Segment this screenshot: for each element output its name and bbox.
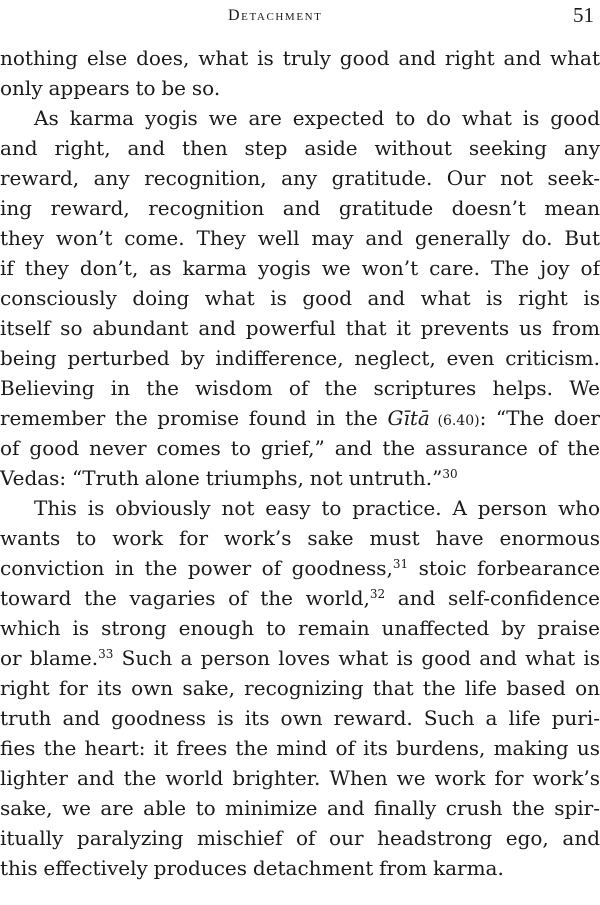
footnote-marker: 31 [392, 557, 409, 571]
text-line [0, 583, 600, 613]
paragraph [0, 493, 600, 883]
text-line: As karma yogis we are expected to do what is good [34, 106, 600, 130]
footnote-marker: 30 [442, 467, 458, 481]
work-title: Gītā [387, 406, 430, 430]
text-run: : “The doer [479, 406, 600, 430]
text-line: and right, and then step aside without seeking any [0, 136, 600, 160]
text-run: conviction in the power of goodness, [0, 556, 393, 580]
body-text [0, 43, 600, 883]
text-line: if they don’t, as karma yogis we won’t care. The joy of [0, 256, 600, 280]
text-line [0, 403, 600, 433]
text-line: sake, we are able to minimize and finally crush the spir- [0, 796, 600, 820]
running-title: Detachment [228, 7, 323, 24]
text-line: being perturbed by indifference, neglect, even criticism. [0, 346, 600, 370]
text-line: this effectively produces detachment from karma. [0, 856, 504, 880]
paragraph [0, 43, 600, 103]
text-run: remember the promise found in the [0, 406, 388, 430]
text-line: they won’t come. They well may and generally do. But [0, 226, 600, 250]
text-line: consciously doing what is good and what is right is [0, 286, 600, 310]
text-run: toward the vagaries of the world, [0, 586, 370, 610]
page-number: 51 [573, 3, 594, 27]
text-line: lighter and the world brighter. When we work for work’s [0, 766, 600, 790]
citation: (6.40) [429, 413, 480, 429]
text-line [0, 463, 600, 493]
paragraph [0, 103, 600, 493]
text-line: itself so abundant and powerful that it prevents us from [0, 316, 600, 340]
text-line: Believing in the wisdom of the scriptures helps. We [0, 376, 600, 400]
text-run: Vedas: “Truth alone triumphs, not untruth.” [0, 466, 443, 490]
text-line: only appears to be so. [0, 76, 221, 100]
text-run: or blame. [0, 646, 99, 670]
running-header [0, 3, 600, 29]
text-line: truth and goodness is its own reward. Such a life puri- [0, 706, 600, 730]
text-line: wants to work for work’s sake must have enormous [0, 526, 600, 550]
text-line: which is strong enough to remain unaffected by praise [0, 616, 600, 640]
text-run: Such a person loves what is good and what is [113, 646, 600, 670]
footnote-marker: 33 [98, 647, 114, 661]
text-run: and self-confidence [385, 586, 600, 610]
text-line: This is obviously not easy to practice. A person who [34, 496, 600, 520]
footnote-marker: 32 [369, 587, 386, 601]
text-line: itually paralyzing mischief of our headstrong ego, and [0, 826, 600, 850]
text-line: ing reward, recognition and gratitude doesn’t mean [0, 196, 600, 220]
text-line: nothing else does, what is truly good and right and what [0, 46, 600, 70]
text-line: fies the heart: it frees the mind of its burdens, making us [0, 736, 600, 760]
text-line: reward, any recognition, any gratitude. Our not seek- [0, 166, 600, 190]
text-line [0, 643, 600, 673]
text-run: stoic forbearance [408, 556, 600, 580]
text-line: of good never comes to grief,” and the assurance of the [0, 436, 600, 460]
text-line: right for its own sake, recognizing that the life based on [0, 676, 600, 700]
text-line [0, 553, 600, 583]
